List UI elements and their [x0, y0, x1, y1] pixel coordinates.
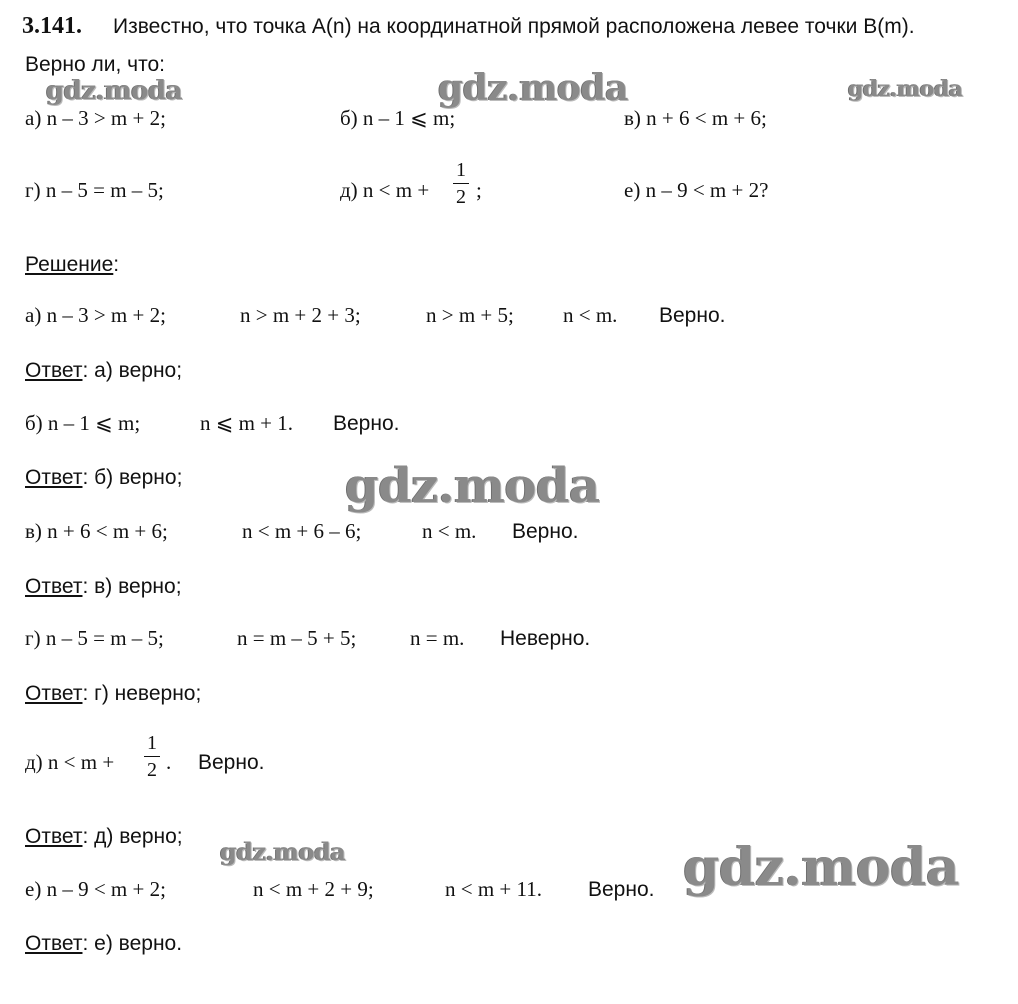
solution-b-verdict: Верно.	[333, 412, 400, 435]
problem-question: Верно ли, что:	[25, 53, 165, 76]
answer-text: : е) верно.	[82, 932, 183, 955]
option-e: е) n – 9 < m + 2?	[624, 178, 769, 202]
solution-heading-label: Решение	[25, 253, 114, 276]
answer-g	[25, 683, 201, 704]
answer-text: : д) верно;	[82, 825, 183, 848]
answer-label: Ответ	[25, 575, 83, 598]
solution-d-dot: .	[166, 750, 172, 774]
solution-e-step1: е) n – 9 < m + 2;	[25, 877, 166, 901]
solution-heading-colon: :	[113, 253, 120, 276]
fraction-numerator: 1	[147, 732, 157, 754]
answer-text: : в) верно;	[82, 575, 182, 598]
answer-text: : б) верно;	[82, 466, 183, 489]
solution-g-step3: n = m.	[410, 626, 465, 650]
fraction-bar	[453, 183, 469, 184]
solution-a-step1: а) n – 3 > m + 2;	[25, 303, 166, 327]
answer-label: Ответ	[25, 932, 83, 955]
solution-g-step1: г) n – 5 = m – 5;	[25, 626, 164, 650]
option-b: б) n – 1 ⩽ m;	[340, 106, 456, 130]
answer-label: Ответ	[25, 466, 83, 489]
solution-g-step2: n = m – 5 + 5;	[237, 626, 357, 650]
watermark: gdz.moda	[46, 76, 183, 106]
solution-a-step4: n < m.	[563, 303, 618, 327]
option-g: г) n – 5 = m – 5;	[25, 178, 164, 202]
solution-e-step3: n < m + 11.	[445, 877, 542, 901]
fraction-denominator: 2	[456, 186, 466, 208]
answer-label: Ответ	[25, 359, 83, 382]
solution-b-step1: б) n – 1 ⩽ m;	[25, 411, 141, 435]
watermark: gdz.moda	[848, 76, 963, 102]
answer-d	[25, 826, 183, 847]
answer-v	[25, 576, 182, 597]
solution-d-prefix: д) n < m +	[25, 750, 115, 774]
solution-e-step2: n < m + 2 + 9;	[253, 877, 374, 901]
answer-label: Ответ	[25, 682, 83, 705]
answer-e	[25, 933, 182, 954]
option-d-prefix: д) n < m +	[340, 178, 430, 202]
solution-a-step3: n > m + 5;	[426, 303, 514, 327]
answer-b	[25, 467, 182, 488]
fraction-numerator: 1	[456, 159, 466, 181]
watermark: gdz.moda	[220, 837, 346, 866]
solution-heading	[25, 254, 119, 275]
answer-text: : а) верно;	[82, 359, 183, 382]
option-a: а) n – 3 > m + 2;	[25, 106, 166, 130]
solution-d-fraction	[144, 733, 160, 780]
answer-text: : г) неверно;	[82, 682, 202, 705]
solution-b-step2: n ⩽ m + 1.	[200, 411, 294, 435]
answer-a	[25, 360, 182, 381]
solution-d-verdict: Верно.	[198, 751, 265, 774]
watermark: gdz.moda	[345, 458, 600, 514]
solution-a-verdict: Верно.	[659, 304, 726, 327]
solution-a-step2: n > m + 2 + 3;	[240, 303, 361, 327]
solution-v-verdict: Верно.	[512, 520, 579, 543]
problem-statement: Известно, что точка A(n) на координатной прямой расположена левее точки B(m).	[113, 15, 915, 38]
solution-v-step3: n < m.	[422, 519, 477, 543]
solution-v-step1: в) n + 6 < m + 6;	[25, 519, 168, 543]
watermark: gdz.moda	[438, 67, 628, 109]
solution-e-verdict: Верно.	[588, 878, 655, 901]
option-v: в) n + 6 < m + 6;	[624, 106, 767, 130]
watermark: gdz.moda	[683, 837, 960, 898]
solution-v-step2: n < m + 6 – 6;	[242, 519, 362, 543]
option-d-suffix: ;	[476, 178, 482, 202]
problem-number: 3.141.	[22, 13, 82, 39]
fraction-bar	[144, 756, 160, 757]
answer-label: Ответ	[25, 825, 83, 848]
solution-g-verdict: Неверно.	[500, 627, 591, 650]
fraction-denominator: 2	[147, 759, 157, 781]
option-d-fraction	[453, 160, 469, 207]
